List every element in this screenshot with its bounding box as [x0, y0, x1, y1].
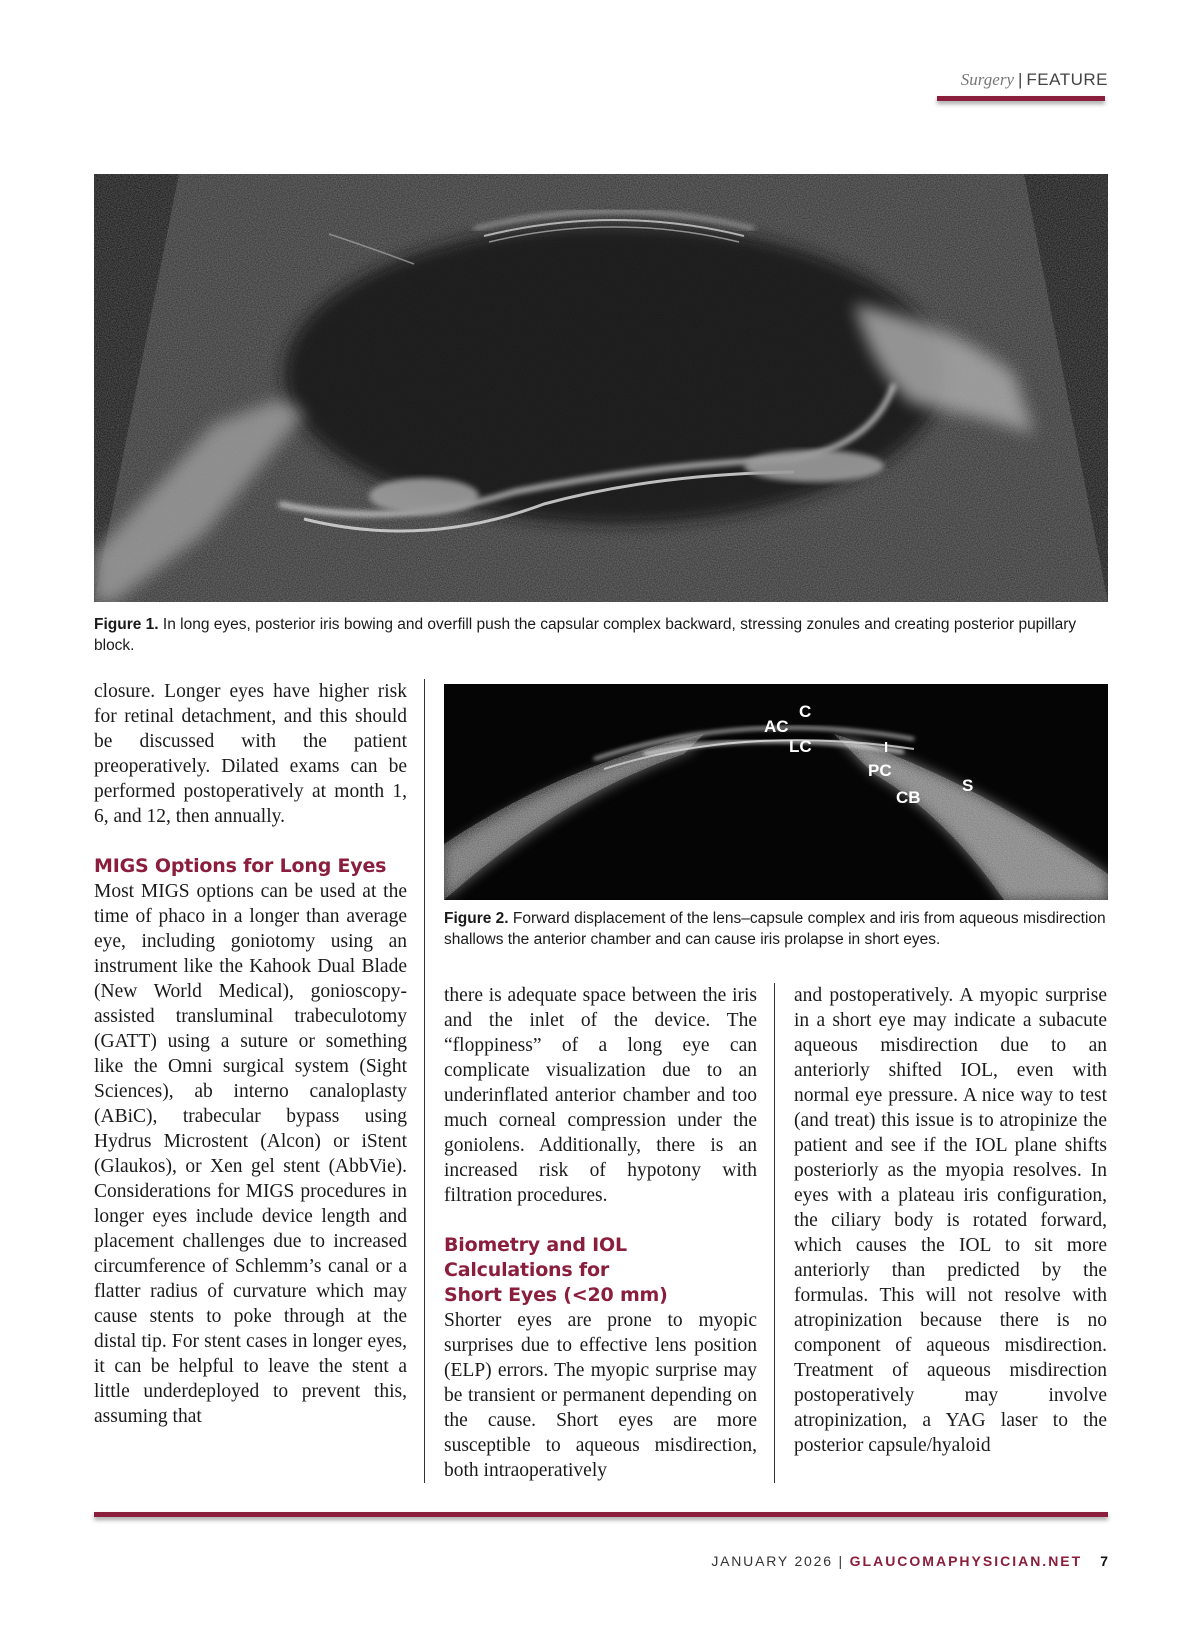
figure-1-ultrasound — [94, 174, 1108, 602]
running-header — [961, 70, 1108, 90]
label-cb: CB — [896, 788, 921, 807]
biometry-heading — [444, 1233, 757, 1308]
biometry-heading-line-3: Short Eyes (<20 mm) — [444, 1284, 668, 1306]
label-s: S — [962, 776, 974, 795]
header-section: Surgery — [960, 70, 1014, 89]
label-lc: LC — [789, 737, 812, 756]
column-2-paragraph-1: there is adequate space between the iris and the inlet of the device. The “floppiness” of a long eye can complicate visualization due to an underinflated anterior chamber and too much corneal compression under the goniolens. Additionally, there is an increased risk of hypotony with filtration procedures. — [444, 985, 757, 1206]
figure-2-caption — [444, 908, 1108, 950]
column-3-paragraph-1: and postoperatively. A myopic surprise in a short eye may indicate a subacute aqueous misdirection due to an anteriorly shifted IOL, even with normal eye pressure. A nice way to test (and treat) this issue is to atropinize the patient and see if the IOL plane shifts posteriorly as the myopia resolves. In eyes with a plateau iris configuration, the ciliary body is rotated forward, which causes the IOL to sit more anteriorly than predicted by the formulas. This will not resolve with atropinization because there is no component of aqueous misdirection. Treatment of aqueous misdirection postoperatively may involve atropinization, a YAG laser to the posterior capsule/hyaloid — [794, 985, 1107, 1456]
footer-date: JANUARY 2026 — [711, 1553, 833, 1569]
page-number: 7 — [1100, 1553, 1108, 1569]
figure-1-caption — [94, 614, 1108, 656]
column-2 — [444, 983, 757, 1483]
column-1 — [94, 679, 407, 1429]
figure-2-caption-text: Forward displacement of the lens–capsule complex and iris from aqueous misdirection shallows the anterior chamber and can cause iris prolapse in short eyes. — [444, 910, 1106, 948]
biometry-heading-line-1: Biometry and IOL — [444, 1234, 627, 1256]
column-divider-1 — [424, 679, 425, 1483]
footer-site: GLAUCOMAPHYSICIAN.NET — [849, 1553, 1083, 1569]
label-i: I — [884, 739, 889, 756]
figure-2-ultrasound — [444, 684, 1108, 900]
running-footer — [711, 1553, 1108, 1569]
column-3 — [794, 983, 1107, 1458]
column-1-paragraph-2: Most MIGS options can be used at the time of phaco in a longer than average eye, including goniotomy using an instrument like the Kahook Dual Blade (New World Medical), gonioscopy-assisted transluminal trabeculotomy (GATT) using a suture or something like the Omni surgical system (Sight Sciences), ab interno canaloplasty (ABiC), trabecular bypass using Hydrus Microstent (Alcon) or iStent (Glaukos), or Xen gel stent (AbbVie). Considerations for MIGS procedures in longer eyes include device length and placement challenges due to increased circumference of Schlemm’s canal or a flatter radius of curvature which may cause stents to poke through at the distal tip. For stent cases in longer eyes, it can be helpful to leave the stent a little underdeployed to prevent this, assuming that — [94, 881, 407, 1427]
column-1-paragraph-1: closure. Longer eyes have higher risk for retinal detachment, and this should be discussed with the patient preoperatively. Dilated exams can be performed postoperatively at month 1, 6, and 12, then annually. — [94, 681, 407, 827]
figure-2-label: Figure 2. — [444, 910, 509, 927]
footer-rule — [94, 1512, 1108, 1517]
label-pc: PC — [868, 761, 892, 780]
column-2-paragraph-2: Shorter eyes are prone to myopic surprises due to effective lens position (ELP) errors. The myopic surprise may be transient or permanent depending on the cause. Short eyes are more susceptible to aqueous misdirection, both intraoperatively — [444, 1310, 757, 1481]
label-ac: AC — [764, 717, 789, 736]
biometry-heading-line-2: Calculations for — [444, 1259, 609, 1281]
footer-separator: | — [838, 1553, 844, 1569]
label-c: C — [799, 702, 812, 721]
column-divider-2 — [774, 983, 775, 1483]
figure-2-image — [444, 684, 1108, 900]
header-label: FEATURE — [1026, 70, 1108, 89]
figure-1-caption-text: In long eyes, posterior iris bowing and overfill push the capsular complex backward, stressing zonules and creating posterior pupillary block. — [94, 616, 1077, 654]
figure-1-image — [94, 174, 1108, 602]
header-rule — [937, 96, 1105, 101]
figure-1-label: Figure 1. — [94, 616, 159, 633]
migs-heading: MIGS Options for Long Eyes — [94, 855, 387, 877]
header-separator: | — [1018, 70, 1023, 89]
